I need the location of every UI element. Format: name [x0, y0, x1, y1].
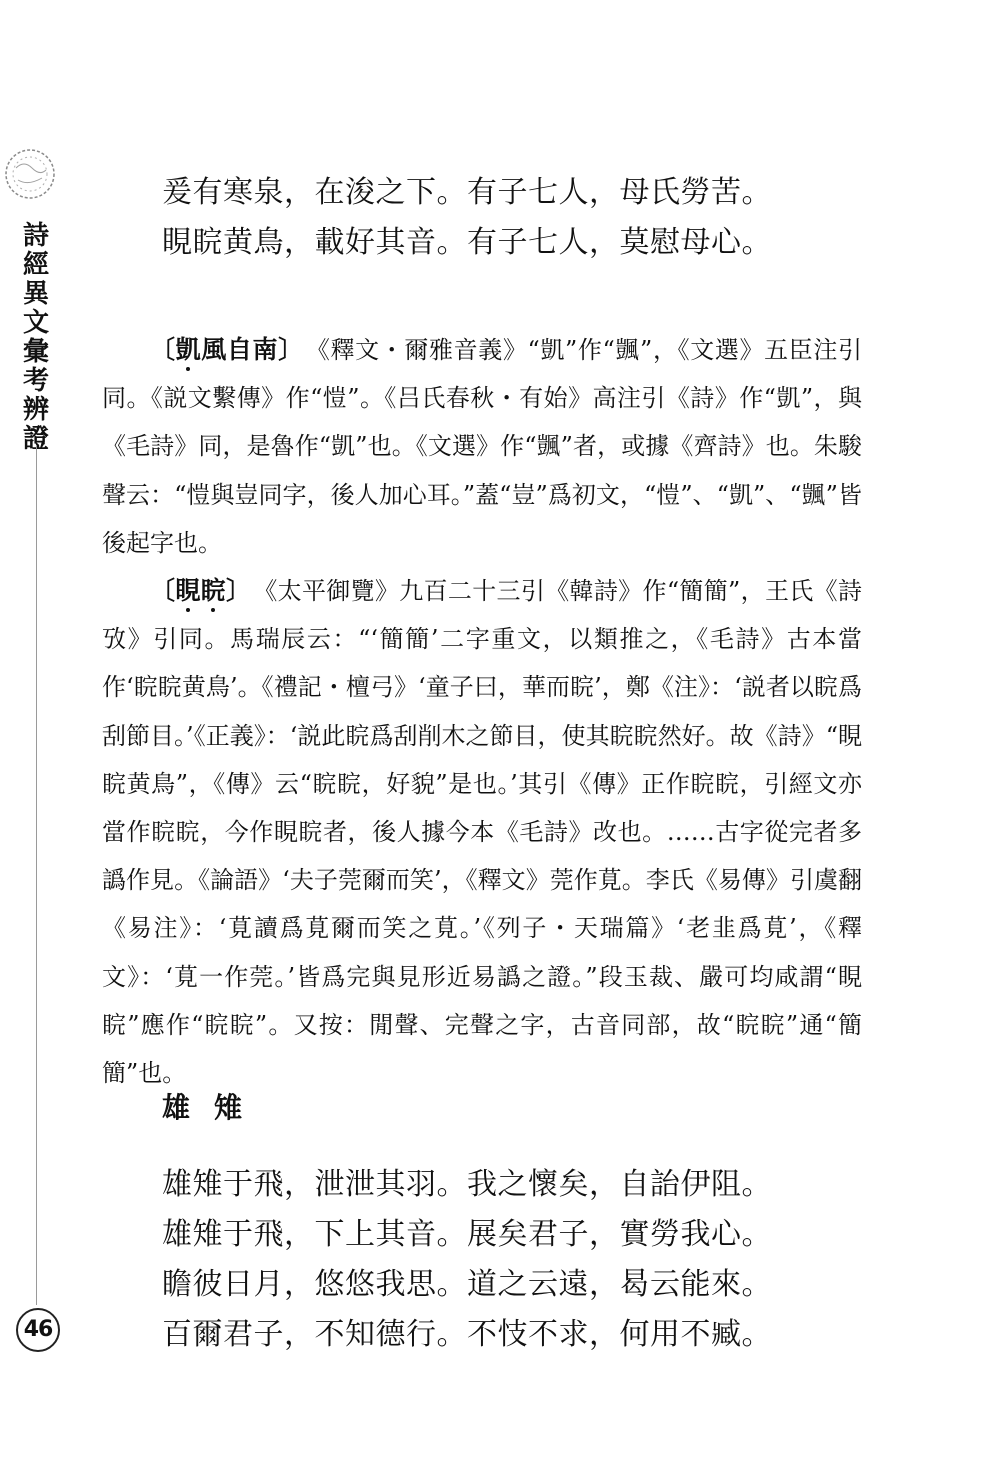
poem-line: 爰有寒泉，在浚之下。有子七人，母氏勞苦。: [162, 175, 772, 210]
poem-block-xiongzhi: [162, 1160, 882, 1360]
note-kaifeng: [102, 326, 862, 567]
heading-term-dotted: 睍: [175, 576, 201, 606]
commentary: [102, 320, 862, 1097]
note-heading: [150, 576, 251, 605]
heading-term-dotted: 凱: [175, 335, 202, 364]
poem-line: 瞻彼日月，悠悠我思。道之云遠，曷云能來。: [162, 1267, 772, 1302]
page-number: 46: [16, 1308, 60, 1352]
poem-line: 百爾君子，不知德行。不忮不求，何用不臧。: [162, 1317, 772, 1352]
note-text: 《釋文・爾雅音義》“凱”作“颽”，《文選》五臣注引同。《説文繫傳》作“愷”。《吕氏春秋・有始》高注引《詩》作“凱”，與《毛詩》同，是魯作“凱”也。《文選》作“颽”者，或據《齊詩》也。朱駿聲云：“愷與豈同字，後人加心耳。”蓋“豈”爲初文，“愷”、“凱”、“颽”皆後起字也。: [102, 336, 862, 557]
running-title: 詩經異文彙考辨證: [22, 221, 49, 454]
bracket-open: 〔: [150, 576, 176, 606]
bracket-close: 〕: [278, 335, 304, 364]
poem-block-kaifeng: [162, 168, 882, 268]
poem-line: 雄雉于飛，下上其音。展矣君子，實勞我心。: [162, 1217, 772, 1252]
bracket-open: 〔: [150, 335, 176, 364]
section-title: 雄雉: [162, 1091, 267, 1124]
heading-term: 風自南: [201, 335, 279, 364]
margin-rule: [36, 445, 37, 1305]
note-heading: [150, 335, 304, 364]
poem-line: 雄雉于飛，泄泄其羽。我之懷矣，自詒伊阻。: [162, 1167, 772, 1202]
heading-term-dotted: 睆: [200, 576, 226, 606]
poem-line: 睍睆黄鳥，載好其音。有子七人，莫慰母心。: [162, 225, 772, 260]
note-text: 《太平御覽》九百二十三引《韓詩》作“簡簡”，王氏《詩攷》引同。馬瑞辰云：“‘簡簡’二字重文，以類推之，《毛詩》古本當作‘睆睆黄鳥’。《禮記・檀弓》‘童子曰，華而睆’，鄭《注》：‘説者以睆爲刮節目。’《正義》：‘説此睆爲刮削木之節目，使其睆睆然好。故《詩》“睍睆黄鳥”，《傳》云“睆睆，好貌”是也。’其引《傳》正作睆睆，引經文亦當作睆睆，今作睍睆者，後人據今本《毛詩》改也。……古字從完者多譌作見。《論語》‘夫子莞爾而笑’，《釋文》莞作莧。李氏《易傳》引虞翻《易注》：‘莧讀爲莧爾而笑之莧。’《列子・天瑞篇》‘老韭爲莧’，《釋文》：‘莧一作莞。’皆爲完與見形近易譌之證。”段玉裁、嚴可均咸謂“睍睆”應作“睆睆”。又按：閒聲、完聲之字，古音同部，故“睆睆”通“簡簡”也。: [102, 577, 862, 1088]
note-xianhuan: [102, 567, 862, 1097]
library-seal-stamp: [2, 140, 62, 210]
bracket-close: 〕: [225, 576, 252, 606]
